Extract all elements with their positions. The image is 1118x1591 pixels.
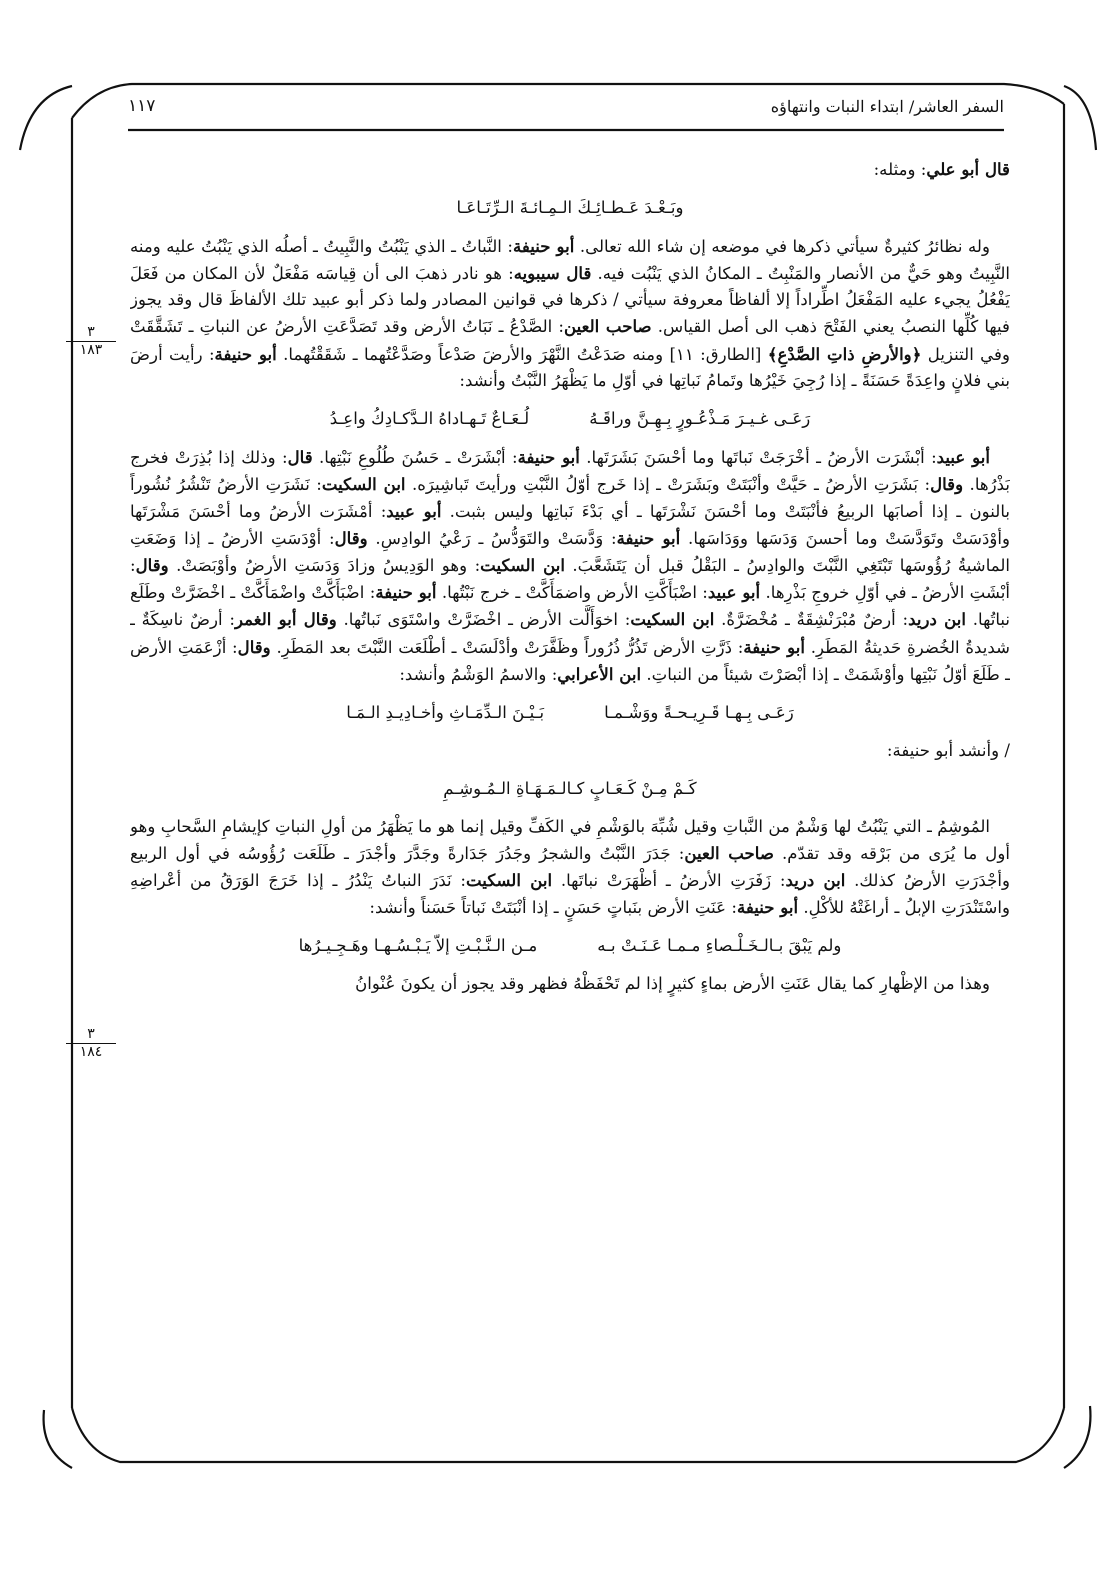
page-number: ١١٧ [128,96,156,116]
paragraph: قال أبو علي: ومثله: [873,159,1010,179]
verse-line: وبَـعْـدَ عَـطـائِـكَ الـمِـائـةَ الـرِّتَـاعَـا [456,198,684,218]
verse-hemistich-left: بَـيْـنَ الـدِّمَـاثِ وأخـادِيـدِ الـمَـا [346,702,545,722]
running-header [128,88,1004,116]
margin-reference-1: ٣ ١٨٣ [66,325,116,358]
verse-hemistich-right: رَعَـى غـيـرَ مَـذْعُـورٍ بِـهِـنَّ وراقَـهُ [589,408,811,428]
frame-outer-top-right [1064,86,1096,150]
verse-couplet [130,933,1010,959]
verse-hemistich-left: لُـعَـاعٌ تَـهـاداهُ الـدَّكـادِكُ واعِـدُ [329,408,530,428]
header-title: السفر العاشر/ ابتداء النبات وانتهاؤه [770,97,1004,116]
frame-bottom-border [72,1408,1064,1462]
verse-hemistich-right: ولم يَبْقَ بـالـخَـلْـصاءِ مـمـا عَـنَـتْ بـه [597,936,842,956]
frame-inner-right [1064,1406,1090,1468]
verse-couplet [130,700,1010,726]
verse-hemistich-left: مـن الـنَّـبْـتِ إلاّ يَـبْـسُـهـا وهَـجِـيـرُها [298,936,538,956]
paragraph: أبو عبيد: أبْشَرَت الأرضُ ـ أخْرَجَتْ نَباتَها وما أحْسَنَ بَشَرَتَها. أبو حنيفة: أبْشَرَتْ ـ حَسُنَ طُلُوعِ نَبْتِها. قال: وذلك إذا بُذِرَتْ فخرج بَذْرُها. وقال: بَشَرَتِ الأرضُ ـ حَيَّتْ وأنْبَتَتْ وبَشَرَتْ ـ إذا خَرج أوّلُ النَّبْتِ ورأيتَ تَباشِيرَه. ابن السكيت: نَشَرَتِ الأرضُ تَنْشُرُ نُشُوراً بالنون ـ إذا أصابَها الربيعُ فأنْبَتَتْ وما أحْسَنَ نَشْرَتَها ـ أي بَدْءَ نَباتِها وليس بثبت. أبو عبيد: أمْشَرَت الأرضُ وما أحْسَنَ مَشْرَتَها وأوْدَسَتْ وتَوَدَّسَتْ وما أحسنَ وَدَسَها ووَدَاسَها. أبو حنيفة: وَدَّسَتْ والتَوَدُّسُ ـ رَعْيُ الوادِسِ. وقال: أوْدَسَتِ الأرضُ ـ إذا وَضَعَتِ الماشيةُ رُؤُوسَها تَبْتَغِي النَّبْتَ والوادِسُ ـ البَقْلُ قبل أن يَتَشَعَّبَ. ابن السكيت: وهو الوَدِيسُ وزادَ وَدَسَتِ الأرضُ وأوْبَصَتْ. وقال: أبْشَتِ الأرضُ ـ في أوّلِ خروجِ بَذْرِها. أبو عبيد: اضْبَأَكَّتِ الأرض واضمَأَكَّتْ ـ خرج نَبْتُها. أبو حنيفة: اضْبَأَكَّتْ واضْمَأَكَّتْ ـ اخْضَرَّتْ وطَلَع نباتُها. ابن دريد: أرضٌ مُبْرَنْشِقَةٌ ـ مُخْضَرَّةٌ. ابن السكيت: اخوَأَلَّت الأرض ـ اخْضَرَّتْ واسْتَوَى نَباتُها. وقال أبو الغمر: أرضٌ ناسِكَةٌ ـ شديدةُ الخُضرةِ حَديثةُ المَطَرِ. أبو حنيفة: ذَرَّتِ الأرض تَذُرُّ ذُرُوراً وظَفَّرَتْ وأدْلَسَتْ ـ أطْلَعَت النَّبْتَ بعد المَطَرِ. وقال: أزْعَمَتِ الأرض ـ طَلَعَ أوّلُ نَبْتِها وأوْشَمَتْ ـ إذا أبْصَرْتَ شيئاً من النباتِ. ابن الأعرابي: والاسمُ الوَشْمُ وأنشد: [130,446,1010,684]
paragraph: وهذا من الإظْهارِ كما يقال عَنَتِ الأرض بماءٍ كثيرٍ إذا لم تَحْفَظْهُ فظهر وقد يجوز أن يكونَ عُنْوانُ [355,974,990,994]
paragraph: / وأنشد أبو حنيفة: [886,740,1010,760]
verse-line: كَـمْ مِـنْ كَـعَـابٍ كـالـمَـهَـاةِ الـمُـوشِـمِ [443,778,697,798]
paragraph: وله نظائرُ كثيرةٌ سيأتي ذكرها في موضعه إن شاء الله تعالى. أبو حنيفة: النَّباتُ ـ الذي يَنْبُتُ والنَّبِيتُ ـ أصلُه الذي يَنْبُتُ عليه ومنه النَّبِيتُ وهو حَيٌّ من الأنصار والمَنْبِتُ ـ المكانُ الذي يَنْبُت فيه. قال سيبويه: هو نادر ذهبَ الى أن قِياسَه مَفْعَلٌ لأن المكان من فَعَلَ يَفْعُلُ يجيء عليه المَفْعَلُ اطِّراداً إلا ألفاظاً معروفة سيأتي / ذكرها في قوانين المصادر ولما ذكر أبو عبيد تلك الألفاظَ قال وقد يجوز فيها كُلِّها النصبُ يعني الفَتْحَ ذهب الى أصل القياس. صاحب العين: الصَّدْعُ ـ نَبَاتُ الأرض وقد تَصَدَّعَتِ الأرضُ عن النباتِ ـ تَشَقَّقَتْ وفي التنزيل ﴿والأرضِ ذاتِ الصَّدْعِ﴾ [الطارق: ١١] ومنه صَدَعْتُ النَّهْرَ والأرضَ صَدْعاً وصَدَّعْتُهما ـ شَقَقْتُهما. أبو حنيفة: رأيت أرضَ بني فلانٍ واعِدَةً حَسَنَةً ـ إذا رُجِيَ خَيْرُها وتَمامُ نَباتِها في أوّلِ ما يَظْهَرُ النَّبْتُ وأنشد: [130,236,1010,390]
margin-reference-2: ٣ ١٨٤ [66,1027,116,1060]
verse-couplet [130,406,1010,432]
paragraph: المُوشِمُ ـ التي يَنْبُتُ لها وَشْمٌ من النَّباتِ وقيل شُبِّهَ بالوَشْمِ في الكَفِّ وقيل إنما هو ما يَظْهَرُ من أولِ النباتِ كإيشامِ السَّحابِ وهو أول ما يُرَى من بَرْقه وقد تقدّم. صاحب العين: جَدَرَ النَّبْتُ والشجرُ وجَدُرَ جَدَارةً وجَدَّرَ وأجْدَرَ ـ طَلَعَت رُؤُوسُه في أول الربيع وأجْدَرَتِ الأرضُ كذلك. ابن دريد: زَفَرَتِ الأرضُ ـ أظْهَرَتْ نباتَها. ابن السكيت: نَدَرَ النباتُ يَنْدُرُ ـ إذا خَرَجَ الوَرَقُ من أعْراضِهِ واسْتَنْدَرَتِ الإبلُ ـ أراغَتْهُ للأكْلِ. أبو حنيفة: عَنَتِ الأرض بنَباتٍ حَسَنٍ ـ إذا أنْبَتَتْ نَباتاً حَسَناً وأنشد: [130,816,1010,918]
frame-inner-left [44,1410,72,1468]
main-text [130,156,1010,1336]
verse-hemistich-right: رَعَـى بِـهـا قَـرِيـحـةً ووَشْـمـا [604,702,794,722]
frame-outer-top [20,86,72,150]
